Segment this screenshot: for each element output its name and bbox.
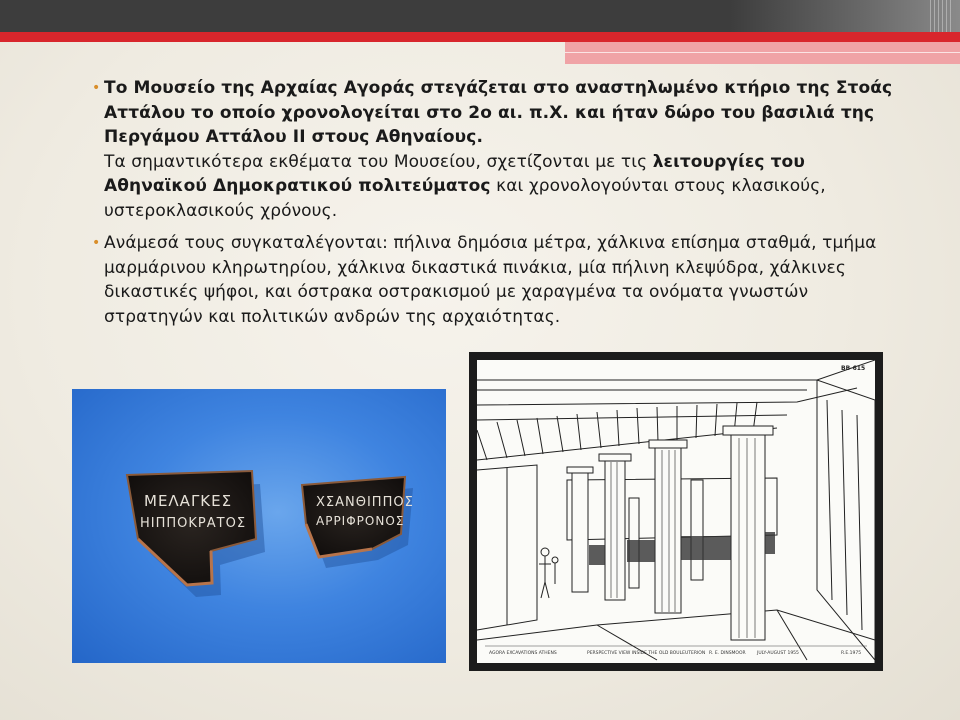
exhibits-text-start: Τα σημαντικότερα εκθέματα του Μουσείου, σχετίζονται με τις: [104, 151, 653, 172]
drawing-corner-code: BB-615: [841, 365, 866, 372]
ostraca-photo: [72, 389, 446, 663]
bullet-paragraph-exhibits: [92, 231, 912, 329]
top-band-stripes: [930, 0, 952, 32]
exhibits-text-bold: λειτουργίες του Αθηναϊκού Δημοκρατικού πολιτεύματος: [104, 151, 805, 196]
bullet-dot-icon: •: [92, 80, 101, 96]
bouleuterion-drawing: [477, 360, 875, 663]
pink-accent-line: [565, 52, 960, 53]
bullet-paragraph-museum: [92, 76, 912, 223]
bouleuterion-illustration: [477, 360, 875, 663]
exhibits-text-end: και χρονολογούνται στους κλασικούς, υστεροκλασικούς χρόνους.: [104, 176, 826, 221]
drawing-caption-date: JULY-AUGUST 1955: [757, 651, 799, 656]
shard2-inscription-line2: ΑΡΡΙΦΡΟΝΟΣ: [316, 514, 405, 528]
drawing-caption-left: AGORA EXCAVATIONS ATHENS: [489, 651, 557, 656]
drawing-caption-right: R.E.1975: [841, 651, 862, 656]
pink-accent-bar: [565, 42, 960, 64]
slide-body-text: [92, 76, 912, 337]
top-band-highlight: [730, 0, 960, 32]
bouleuterion-drawing-frame: [469, 352, 883, 671]
red-accent-band: [0, 32, 960, 42]
shard1-inscription-line2: ΗΙΠΠΟΚΡΑΤΟΣ: [140, 516, 247, 531]
museum-intro-bold: Το Μουσείο της Αρχαίας Αγοράς στεγάζεται στο αναστηλωμένο κτήριο της Στοάς Αττάλου το οποίο χρονολογείται στο 2ο αι. π.Χ. και ήταν δώρο του βασιλιά της Περγάμου Αττάλου ΙΙ στους Αθηναίους.: [104, 78, 893, 147]
shard2-inscription-line1: ΧΣΑΝΘΙΠΠΟΣ: [316, 495, 414, 510]
ostraca-illustration: [72, 389, 446, 663]
drawing-caption-title: PERSPECTIVE VIEW INSIDE THE OLD BOULEUTERION: [587, 651, 706, 656]
drawing-caption-author: R. E. DINSMOOR: [709, 651, 746, 656]
shard1-inscription-line1: ΜΕΛΑΓΚΕΣ: [144, 492, 233, 510]
bullet-dot-icon: •: [92, 235, 101, 251]
exhibits-list-text: Ανάμεσά τους συγκαταλέγονται: πήλινα δημόσια μέτρα, χάλκινα επίσημα σταθμά, τμήμα μαρμάρινου κληρωτηρίου, χάλκινα δικαστικά πινάκια, μία πήλινη κλεψύδρα, χάλκινες δικαστικές ψήφοι, και όστρακα οστρακισμού με χαραγμένα τα ονόματα γνωστών στρατηγών και πολιτικών ανδρών της αρχαιότητας.: [104, 233, 877, 327]
